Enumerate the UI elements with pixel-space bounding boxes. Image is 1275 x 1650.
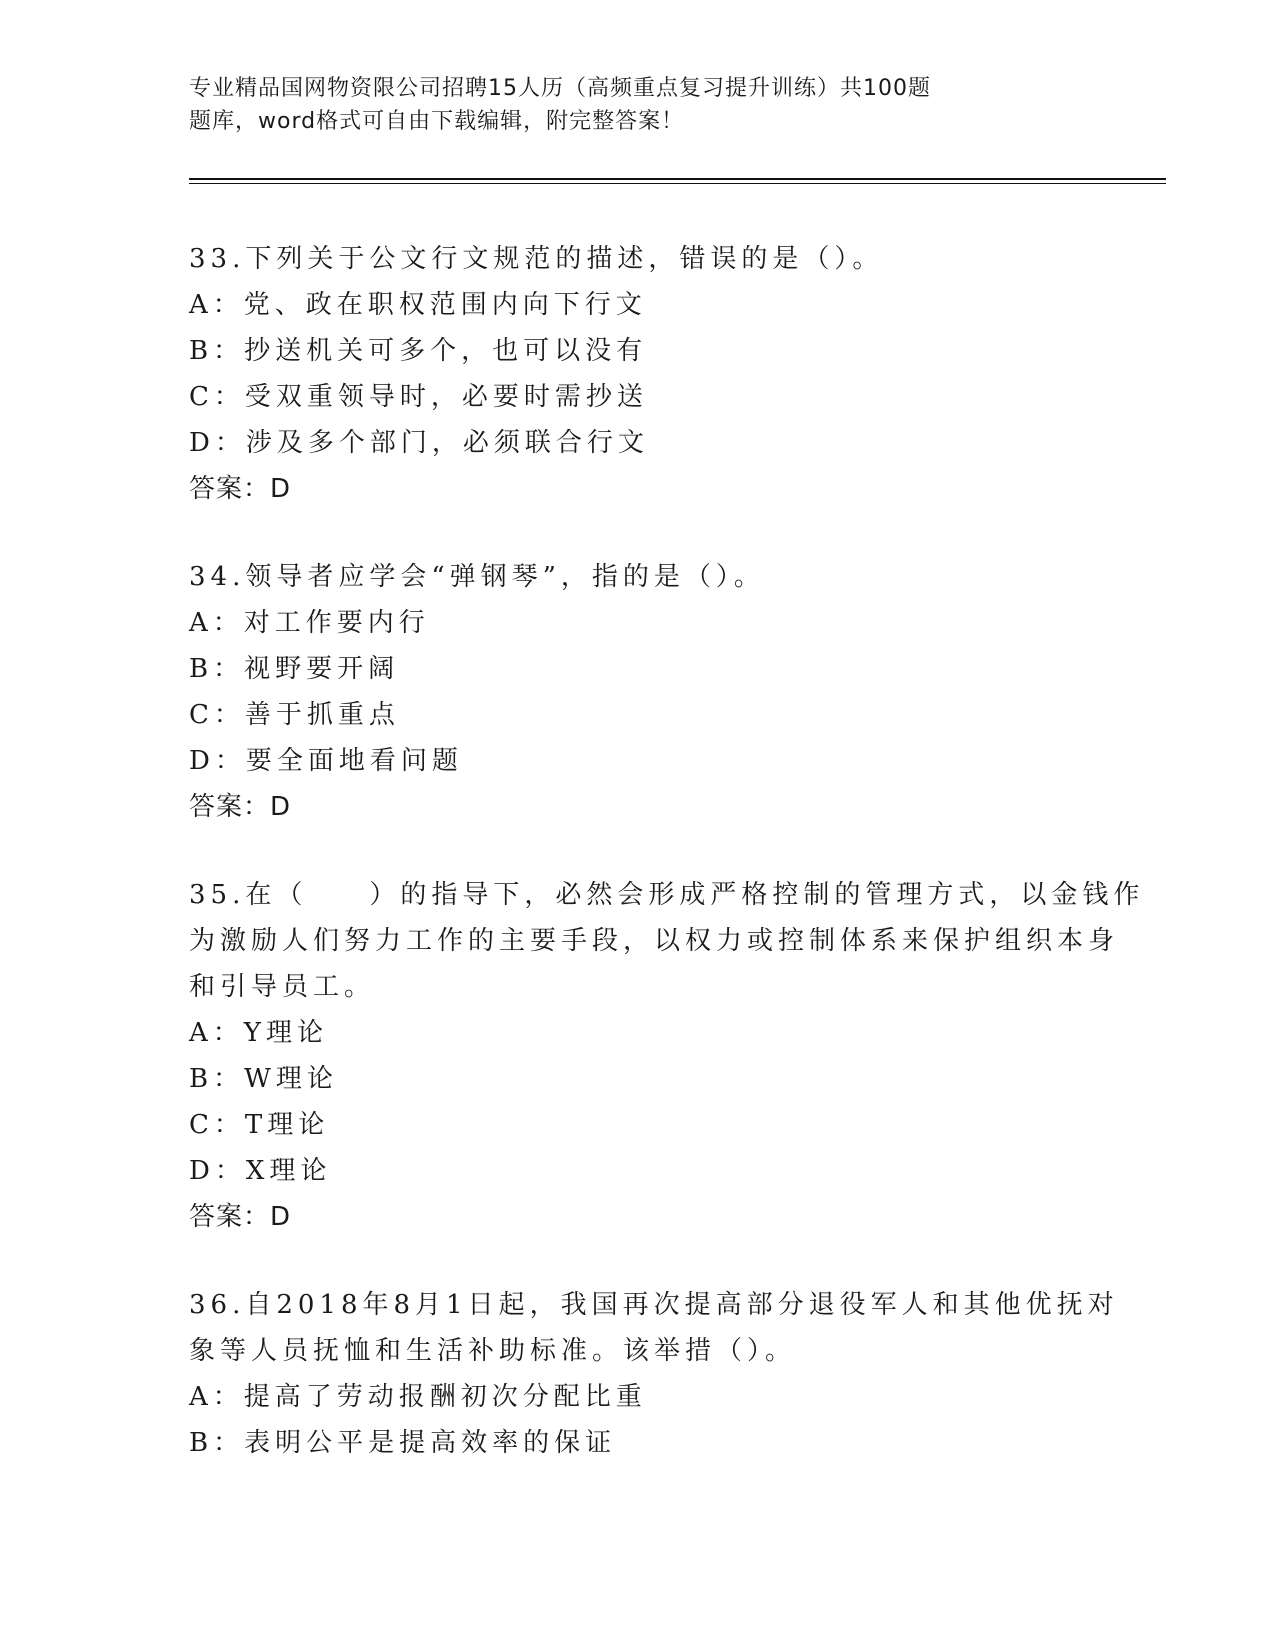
document-header (189, 72, 1049, 138)
question-stem-continued: 和引导员工。 (189, 972, 376, 1002)
option-a: A：Y理论 (189, 1018, 328, 1048)
question-stem-continued: 为激励人们努力工作的主要手段，以权力或控制体系来保护组织本身 (189, 926, 1120, 956)
header-title-line-2: 题库，word格式可自由下载编辑，附完整答案！ (189, 109, 685, 134)
option-a: A：提高了劳动报酬初次分配比重 (189, 1382, 647, 1412)
question-stem: 34.领导者应学会“弹钢琴”，指的是（）。 (189, 562, 765, 592)
question-stem: 33.下列关于公文行文规范的描述，错误的是（）。 (189, 244, 884, 274)
option-b: B：抄送机关可多个，也可以没有 (189, 336, 648, 366)
header-title-line-1: 专业精品国网物资限公司招聘15人历（高频重点复习提升训练）共100题 (189, 76, 931, 101)
option-b: B：视野要开阔 (189, 654, 400, 684)
option-a: A：党、政在职权范围内向下行文 (189, 290, 647, 320)
question-block (189, 554, 1089, 830)
option-d: D：X理论 (189, 1156, 332, 1186)
option-d: D：涉及多个部门，必须联合行文 (189, 428, 649, 458)
question-stem-continued: 象等人员抚恤和生活补助标准。该举措（）。 (189, 1336, 797, 1366)
header-divider-thick (189, 178, 1166, 180)
option-b: B：表明公平是提高效率的保证 (189, 1428, 617, 1458)
question-stem: 35.在（ ）的指导下，必然会形成严格控制的管理方式，以金钱作 (189, 880, 1145, 910)
question-block (189, 1282, 1119, 1466)
option-d: D：要全面地看问题 (189, 746, 463, 776)
option-a: A：对工作要内行 (189, 608, 430, 638)
answer-line: 答案：D (189, 1202, 292, 1232)
question-block (189, 236, 1089, 512)
question-stem: 36.自2018年8月1日起，我国再次提高部分退役军人和其他优抚对 (189, 1290, 1119, 1320)
answer-line: 答案：D (189, 792, 292, 822)
option-c: C：受双重领导时，必要时需抄送 (189, 382, 648, 412)
option-c: C：T理论 (189, 1110, 330, 1140)
option-b: B：W理论 (189, 1064, 338, 1094)
answer-line: 答案：D (189, 474, 292, 504)
question-block (189, 872, 1145, 1240)
option-c: C：善于抓重点 (189, 700, 400, 730)
question-list (189, 236, 1145, 1508)
header-divider-thin (189, 183, 1166, 184)
